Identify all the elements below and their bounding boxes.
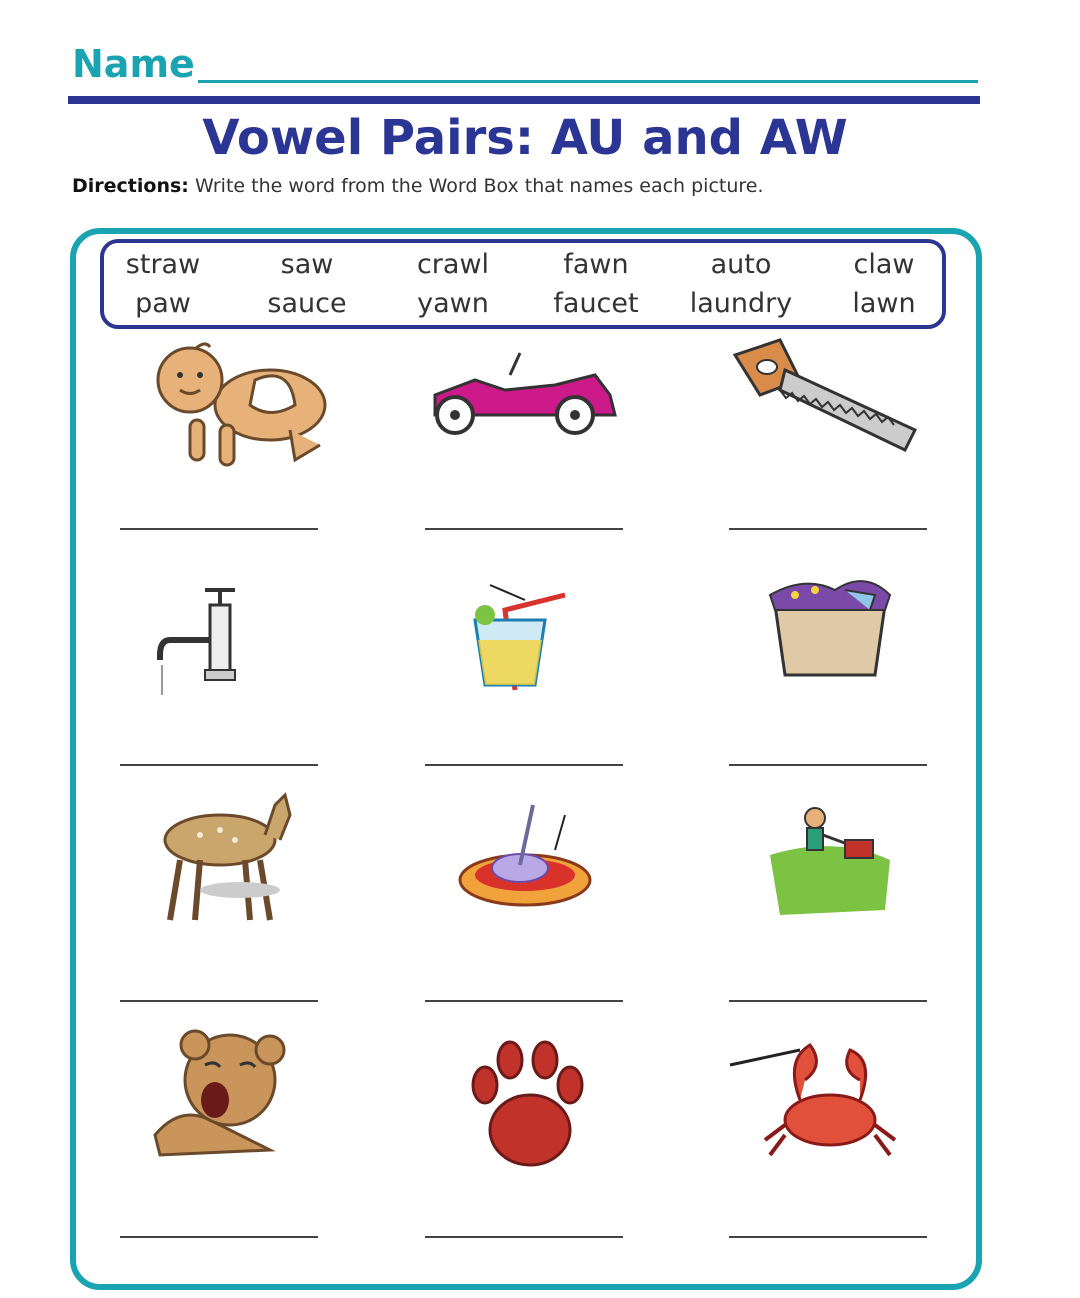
answer-line[interactable] (120, 1236, 318, 1238)
answer-line[interactable] (120, 1000, 318, 1002)
word-box-word: paw (135, 288, 191, 319)
saw-icon (725, 335, 945, 495)
laundry-basket-icon (725, 565, 945, 725)
answer-line[interactable] (120, 764, 318, 766)
answer-line[interactable] (729, 764, 927, 766)
answer-line[interactable] (425, 1000, 623, 1002)
yawning-bear-icon (120, 1025, 340, 1185)
word-box-word: crawl (416, 249, 490, 280)
mowing-lawn-icon (725, 790, 945, 950)
antique-car-icon (415, 335, 635, 495)
answer-line[interactable] (729, 1000, 927, 1002)
answer-line[interactable] (729, 528, 927, 530)
word-box-word: auto (710, 249, 772, 280)
word-box-word: faucet (553, 288, 639, 319)
name-label: Name (72, 42, 195, 86)
fawn-icon (120, 785, 340, 945)
header-rule (68, 96, 980, 104)
directions (72, 175, 764, 197)
page-title: Vowel Pairs: AU and AW (202, 110, 848, 166)
word-box-word: fawn (563, 249, 629, 280)
word-box-word: claw (853, 249, 915, 280)
drinking-straw-icon (415, 580, 635, 740)
directions-text: Write the word from the Word Box that names each picture. (194, 175, 764, 197)
answer-line[interactable] (120, 528, 318, 530)
faucet-icon (120, 580, 340, 740)
word-box-word: laundry (689, 288, 793, 319)
word-box-word: lawn (852, 288, 916, 319)
answer-line[interactable] (425, 528, 623, 530)
word-box-word: straw (125, 249, 201, 280)
name-write-line[interactable] (198, 80, 978, 83)
directions-label: Directions: (72, 175, 189, 197)
word-box-word: yawn (417, 288, 489, 319)
crawling-baby-icon (120, 335, 340, 495)
paw-print-icon (415, 1035, 635, 1195)
answer-line[interactable] (425, 1236, 623, 1238)
answer-line[interactable] (729, 1236, 927, 1238)
answer-line[interactable] (425, 764, 623, 766)
crab-claw-icon (725, 1030, 945, 1190)
spaghetti-sauce-icon (415, 790, 635, 950)
word-box-word: saw (280, 249, 334, 280)
word-box-word: sauce (267, 288, 347, 319)
